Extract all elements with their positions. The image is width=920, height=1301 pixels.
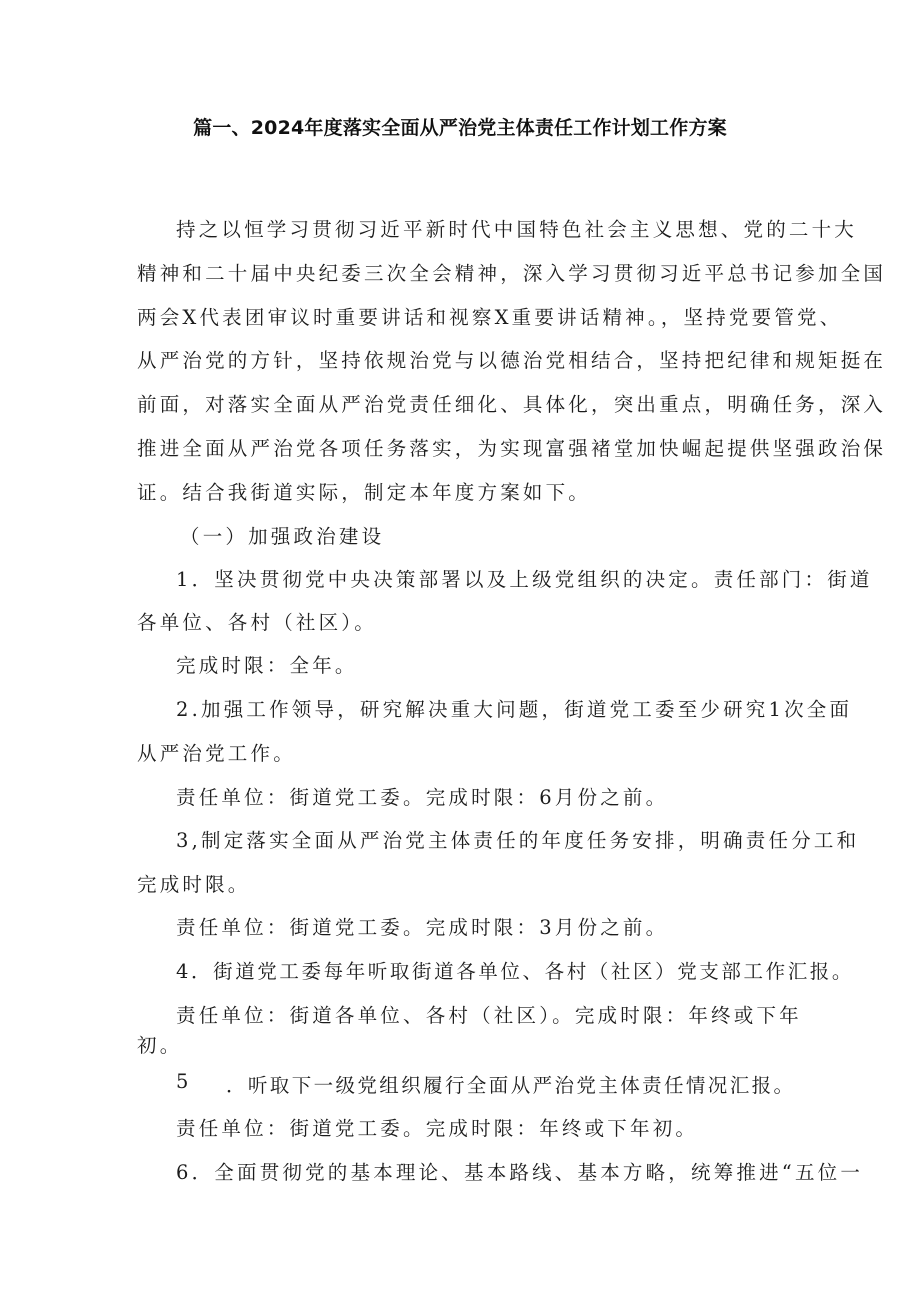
item4-line: 4．街道党工委每年听取街道各单位、各村（社区）党支部工作汇报。: [176, 960, 855, 983]
item5-line: ．听取下一级党组织履行全面从严治党主体责任情况汇报。: [226, 1074, 796, 1097]
item2-responsibility: 责任单位：街道党工委。完成时限：6月份之前。: [176, 786, 669, 809]
item4-responsibility-line-1: 责任单位：街道各单位、各村（社区）。完成时限：年终或下年: [176, 1004, 802, 1027]
item1-line-2: 各单位、各村（社区）。: [137, 611, 377, 634]
intro-line-1: 持之以恒学习贯彻习近平新时代中国特色社会主义思想、党的二十大: [176, 218, 858, 241]
item5-responsibility: 责任单位：街道党工委。完成时限：年终或下年初。: [176, 1117, 699, 1140]
item3-line-2: 完成时限。: [137, 873, 251, 896]
item5-number: 5: [176, 1070, 192, 1093]
item4-responsibility-line-2: 初。: [137, 1034, 183, 1057]
item2-line-1: 2.加强工作领导，研究解决重大问题，街道党工委至少研究1次全面: [176, 698, 853, 721]
intro-line-4: 从严治党的方针，坚持依规治党与以德治党相结合，坚持把纪律和规矩挺在: [137, 349, 887, 372]
intro-line-5: 前面，对落实全面从严治党责任细化、具体化，突出重点，明确任务，深入: [137, 393, 887, 416]
document-title: 篇一、2024年度落实全面从严治党主体责任工作计划工作方案: [193, 117, 727, 139]
item2-line-2: 从严治党工作。: [137, 742, 296, 765]
intro-line-6: 推进全面从严治党各项任务落实，为实现富强褚堂加快崛起提供坚强政治保: [137, 437, 887, 460]
item1-line-1: 1．坚决贯彻党中央决策部署以及上级党组织的决定。责任部门：街道: [176, 568, 873, 591]
item3-line-1: 3,制定落实全面从严治党主体责任的年度任务安排，明确责任分工和: [176, 829, 860, 852]
intro-line-3: 两会X代表团审议时重要讲话和视察X重要讲话精神。，坚持党要管党、: [137, 306, 843, 329]
item1-deadline: 完成时限：全年。: [176, 654, 358, 677]
item6-line: 6．全面贯彻党的基本理论、基本路线、基本方略，统筹推进“五位一: [176, 1161, 864, 1184]
intro-line-2: 精神和二十届中央纪委三次全会精神，深入学习贯彻习近平总书记参加全国: [137, 262, 887, 285]
section-heading: （一）加强政治建设: [180, 525, 385, 548]
item3-responsibility: 责任单位：街道党工委。完成时限：3月份之前。: [176, 916, 669, 939]
intro-line-7: 证。结合我街道实际，制定本年度方案如下。: [137, 481, 592, 504]
